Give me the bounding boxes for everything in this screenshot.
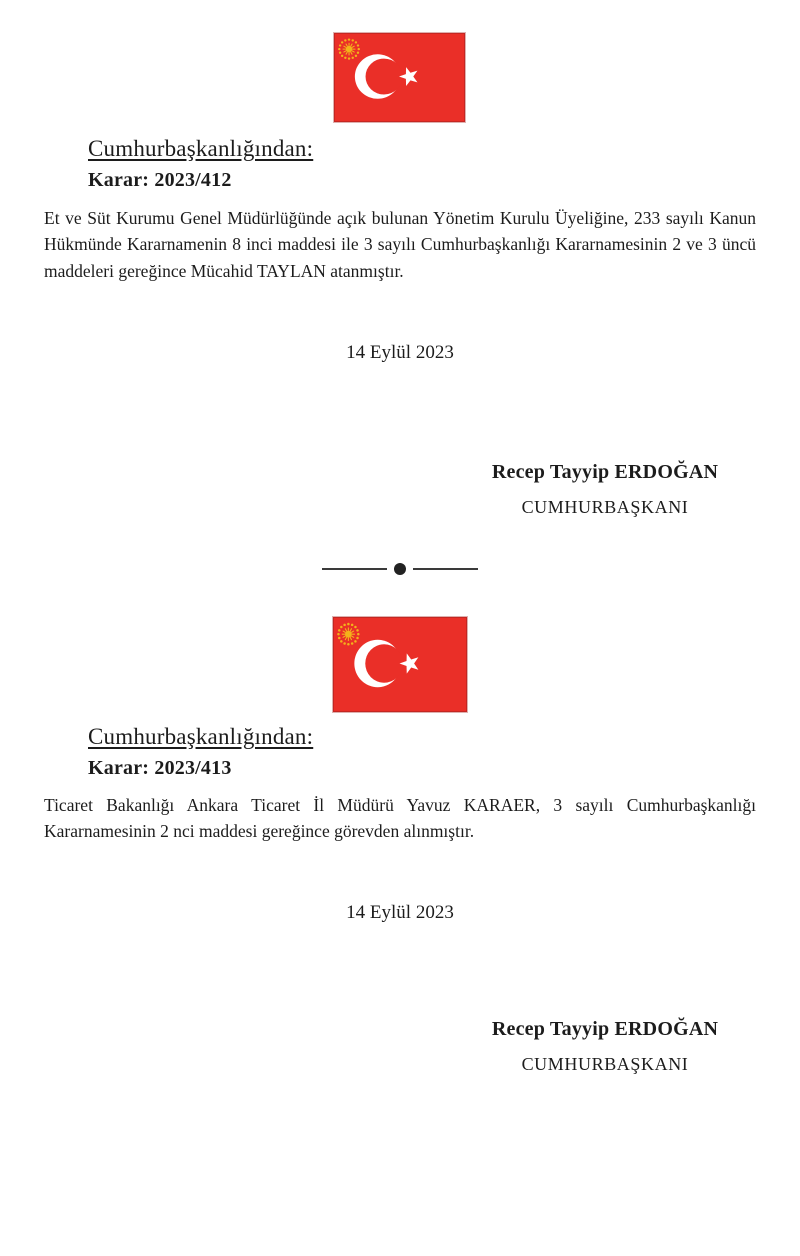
divider-dot-icon <box>394 563 406 575</box>
turkish-presidential-flag <box>334 33 465 122</box>
signature-block <box>455 461 755 518</box>
divider-line-right <box>413 568 478 570</box>
turkish-presidential-flag <box>333 617 467 712</box>
section-divider <box>322 562 478 575</box>
decision-number: Karar: 2023/413 <box>88 757 232 779</box>
signer-title: CUMHURBAŞKANI <box>521 497 689 517</box>
issuer-heading: Cumhurbaşkanlığından: <box>88 136 314 161</box>
issuer-heading: Cumhurbaşkanlığından: <box>88 724 314 749</box>
decree-body-text: Ticaret Bakanlığı Ankara Ticaret İl Müdürü Yavuz KARAER, 3 sayılı Cumhurbaşkanlığı Kararnamesinin 2 nci maddesi gereğince görevden alınmıştır. <box>44 795 756 842</box>
signer-title: CUMHURBAŞKANI <box>521 1054 689 1074</box>
decree-date: 14 Eylül 2023 <box>346 902 454 923</box>
decision-number: Karar: 2023/412 <box>88 169 232 191</box>
divider-line-left <box>322 568 387 570</box>
signature-block <box>455 1018 755 1075</box>
signer-name: Recep Tayyip ERDOĞAN <box>491 461 719 483</box>
decree-date: 14 Eylül 2023 <box>346 342 454 363</box>
decree-body-text: Et ve Süt Kurumu Genel Müdürlüğünde açık bulunan Yönetim Kurulu Üyeliğine, 233 sayılı Kanun Hükmünde Kararnamenin 8 inci maddesi ile 3 sayılı Cumhurbaşkanlığı Kararnamesinin 2 ve 3 üncü maddeleri gereğince Mücahid TAYLAN atanmıştır. <box>44 208 756 281</box>
signer-name: Recep Tayyip ERDOĞAN <box>491 1018 719 1040</box>
